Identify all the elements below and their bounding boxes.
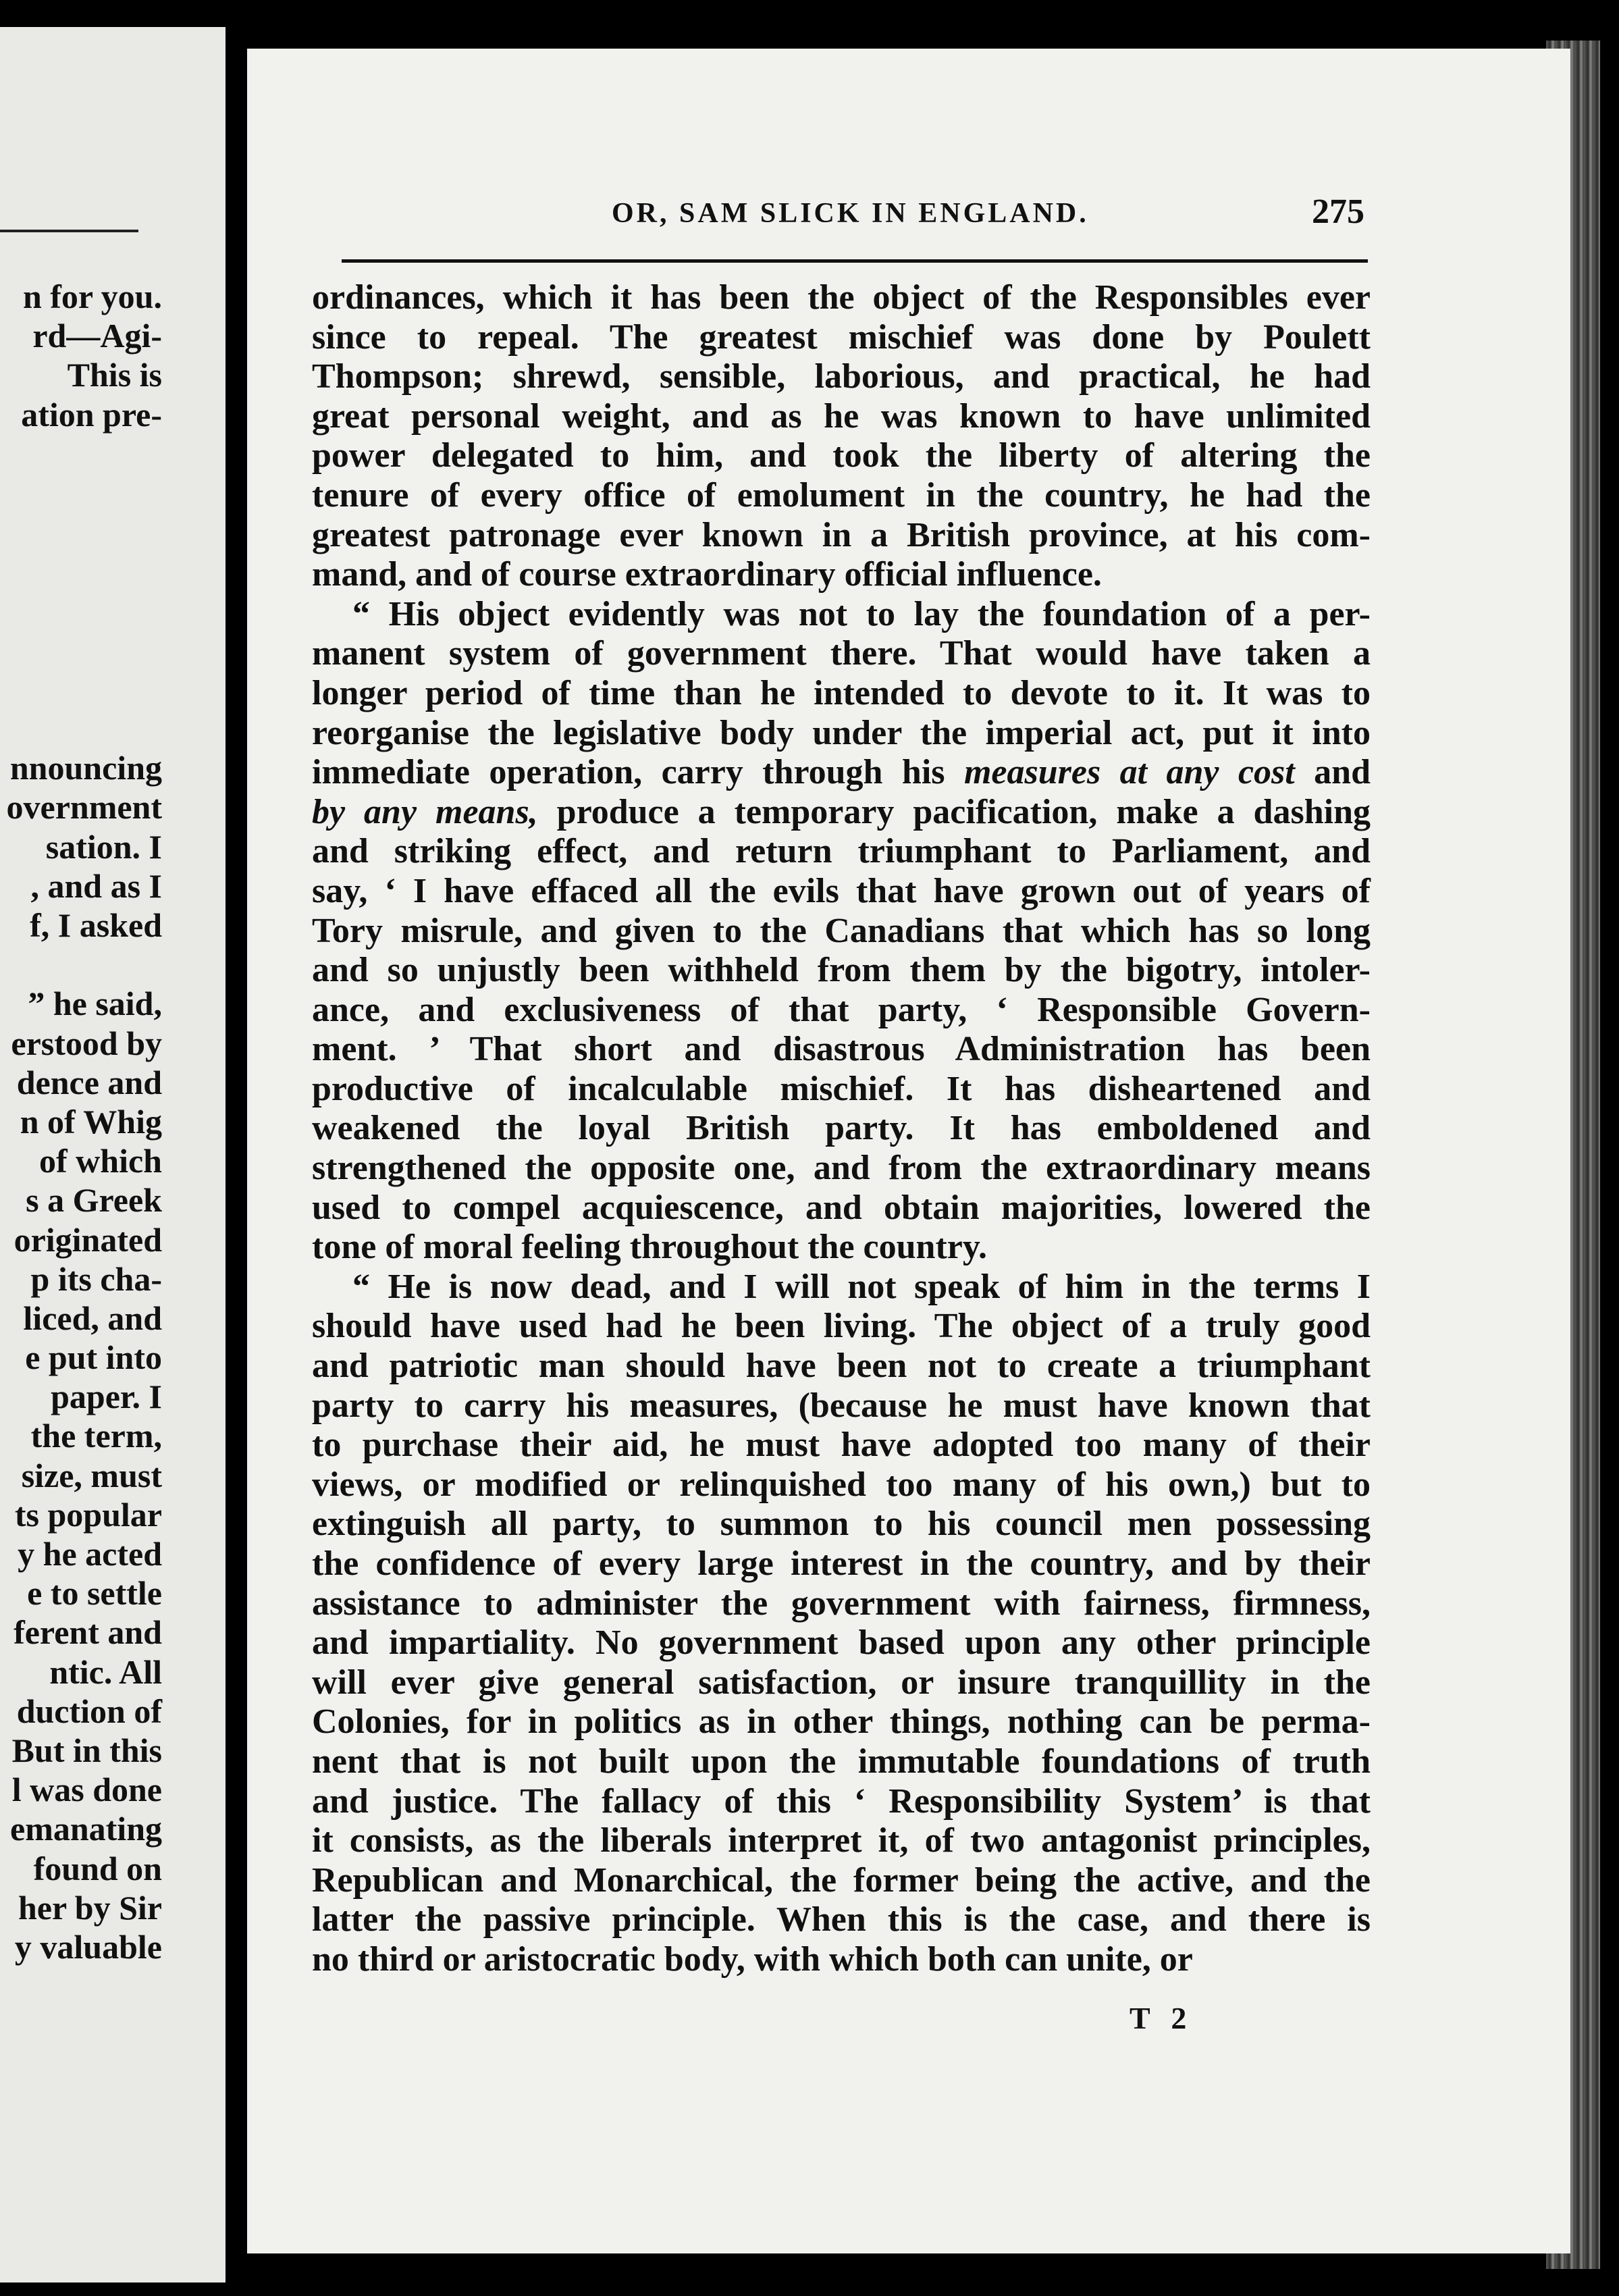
body-line: productive of incalculable mischief. It has disheartened and [312, 1069, 1371, 1108]
body-line: reorganise the legislative body under the imperial act, put it into [312, 713, 1371, 752]
left-page-line [7, 709, 163, 748]
body-line: “ His object evidently was not to lay the foundation of a per- [352, 594, 1371, 633]
body-line: ment. ’ That short and disastrous Administration has been [312, 1030, 1371, 1069]
body-line [312, 793, 1371, 833]
body-line: latter the passive principle. When this is the case, and there is [312, 1900, 1371, 1939]
left-page-line: originated [14, 1220, 162, 1259]
left-page-line: This is [67, 356, 162, 394]
body-line: no third or aristocratic body, with which both can unite, or [312, 1939, 1193, 1979]
left-page-line: ts popular [14, 1495, 162, 1534]
body-line: power delegated to him, and took the liberty of altering the [312, 436, 1371, 475]
body-line: tone of moral feeling throughout the country. [312, 1228, 987, 1267]
body-line: and so unjustly been withheld from them by the bigotry, intoler- [312, 951, 1371, 990]
body-line: say, ‘ I have effaced all the evils that have grown out of years of [312, 871, 1371, 910]
left-page-line [7, 631, 163, 670]
left-page-line: duction of [16, 1692, 162, 1730]
body-line: the confidence of every large interest in the country, and by their [312, 1544, 1371, 1583]
left-page-text [7, 277, 163, 1966]
body-line: to purchase their aid, he must have adopted too many of their [312, 1426, 1371, 1465]
left-page-line: f, I asked [30, 906, 162, 944]
body-line: will ever give general satisfaction, or insure tranquillity in the [312, 1663, 1371, 1702]
body-line: strengthened the opposite one, and from the extraordinary means [312, 1149, 1371, 1188]
left-page-line: found on [33, 1849, 162, 1887]
body-line: assistance to administer the government with fairness, firmness, [312, 1584, 1371, 1623]
body-line: ordinances, which it has been the object of the Responsibles ever [312, 278, 1371, 317]
left-page-line [7, 434, 163, 473]
left-header-rule [0, 230, 138, 232]
italic-emphasis: by any means, [312, 792, 538, 831]
body-line: it consists, as the liberals interpret it, of two antagonist principles, [312, 1821, 1371, 1860]
body-line: ance, and exclusiveness of that party, ‘ Responsible Govern- [312, 990, 1371, 1029]
book-gutter [225, 0, 246, 2296]
left-page-line: of which [39, 1142, 162, 1180]
left-page-line [7, 552, 163, 591]
left-page-line [7, 473, 163, 513]
left-page-line: ation pre- [21, 395, 162, 434]
body-line: nent that is not built upon the immutable foundations of truth [312, 1742, 1371, 1781]
left-page-line: overnment [6, 788, 162, 827]
left-page-line: n of Whig [20, 1102, 162, 1141]
left-page-line: erstood by [11, 1024, 162, 1062]
left-page-line: ferent and [14, 1613, 162, 1652]
left-page-line: y he acted [18, 1535, 162, 1573]
body-line: views, or modified or relinquished too many of his own,) but to [312, 1465, 1371, 1504]
body-line: manent system of government there. That would have taken a [312, 634, 1371, 673]
body-line: and impartiality. No government based upon any other principle [312, 1623, 1371, 1663]
body-line-text: immediate operation, carry through his [312, 753, 964, 792]
left-page-line: p its cha- [30, 1259, 162, 1298]
body-line: since to repeal. The greatest mischief was done by Poulett [312, 317, 1371, 357]
body-line: Tory misrule, and given to the Canadians that which has so long [312, 911, 1371, 950]
left-page-line: emanating [10, 1810, 162, 1848]
left-page-line: size, must [21, 1456, 162, 1494]
left-page-line: dence and [16, 1063, 162, 1101]
body-line: should have used had he been living. The object of a truly good [312, 1307, 1371, 1346]
book-page [247, 49, 1570, 2253]
body-line: tenure of every office of emolument in the country, he had the [312, 475, 1371, 515]
left-page-line: her by Sir [18, 1888, 162, 1927]
left-page-line [7, 670, 163, 709]
left-page-line [7, 592, 163, 631]
body-line-text: and [1294, 753, 1371, 792]
body-line: party to carry his measures, (because he must have known that [312, 1386, 1371, 1425]
header-rule [342, 259, 1368, 263]
body-line: weakened the loyal British party. It has emboldened and [312, 1109, 1371, 1148]
left-page-line: e put into [25, 1338, 162, 1377]
body-line: Thompson; shrewd, sensible, laborious, and practical, he had [312, 357, 1371, 396]
body-line: extinguish all party, to summon to his council men possessing [312, 1505, 1371, 1544]
running-head-title: OR, SAM SLICK IN ENGLAND. [612, 198, 1089, 229]
left-page-line: sation. I [45, 827, 162, 866]
left-page-line: l was done [11, 1771, 162, 1809]
body-line: great personal weight, and as he was known to have unlimited [312, 396, 1371, 436]
left-page-line: liced, and [23, 1299, 162, 1337]
page-number: 275 [1312, 192, 1364, 231]
body-line: greatest patronage ever known in a British province, at his com- [312, 515, 1371, 554]
body-line: “ He is now dead, and I will not speak of him in the terms I [352, 1267, 1371, 1306]
left-page-line: , and as I [30, 866, 162, 905]
left-page-line: nnouncing [9, 749, 162, 787]
left-page-line: s a Greek [26, 1181, 162, 1220]
body-line: mand, and of course extraordinary official influence. [312, 555, 1102, 594]
left-page-line: ntic. All [49, 1652, 162, 1691]
left-page-line: rd—Agi- [32, 317, 162, 355]
left-page-line: y valuable [14, 1927, 162, 1966]
left-page-line: paper. I [51, 1378, 162, 1416]
body-line: longer period of time than he intended to devote to it. It was to [312, 673, 1371, 712]
body-line: Republican and Monarchical, the former being the active, and the [312, 1860, 1371, 1900]
body-line: and patriotic man should have been not to create a triumphant [312, 1347, 1371, 1386]
left-facing-page [0, 27, 230, 2282]
italic-emphasis: measures at any cost [963, 753, 1295, 792]
left-page-line: ” he said, [28, 985, 162, 1023]
left-page-line [7, 513, 163, 552]
body-text [312, 278, 1371, 1980]
left-page-line: n for you. [22, 278, 162, 315]
body-line [312, 753, 1371, 793]
signature-mark: T 2 [1130, 2001, 1194, 2035]
left-page-line: e to settle [27, 1574, 162, 1613]
body-line: and striking effect, and return triumphant to Parliament, and [312, 832, 1371, 871]
body-line-text: produce a temporary pacification, make a dashing [537, 792, 1371, 831]
body-line: and justice. The fallacy of this ‘ Responsibility System’ is that [312, 1781, 1371, 1821]
left-page-line [7, 945, 163, 984]
left-page-line: But in this [11, 1731, 162, 1769]
body-line: Colonies, for in politics as in other things, nothing can be perma- [312, 1702, 1371, 1742]
body-line: used to compel acquiescence, and obtain majorities, lowered the [312, 1188, 1371, 1227]
left-page-line: the term, [30, 1417, 162, 1455]
